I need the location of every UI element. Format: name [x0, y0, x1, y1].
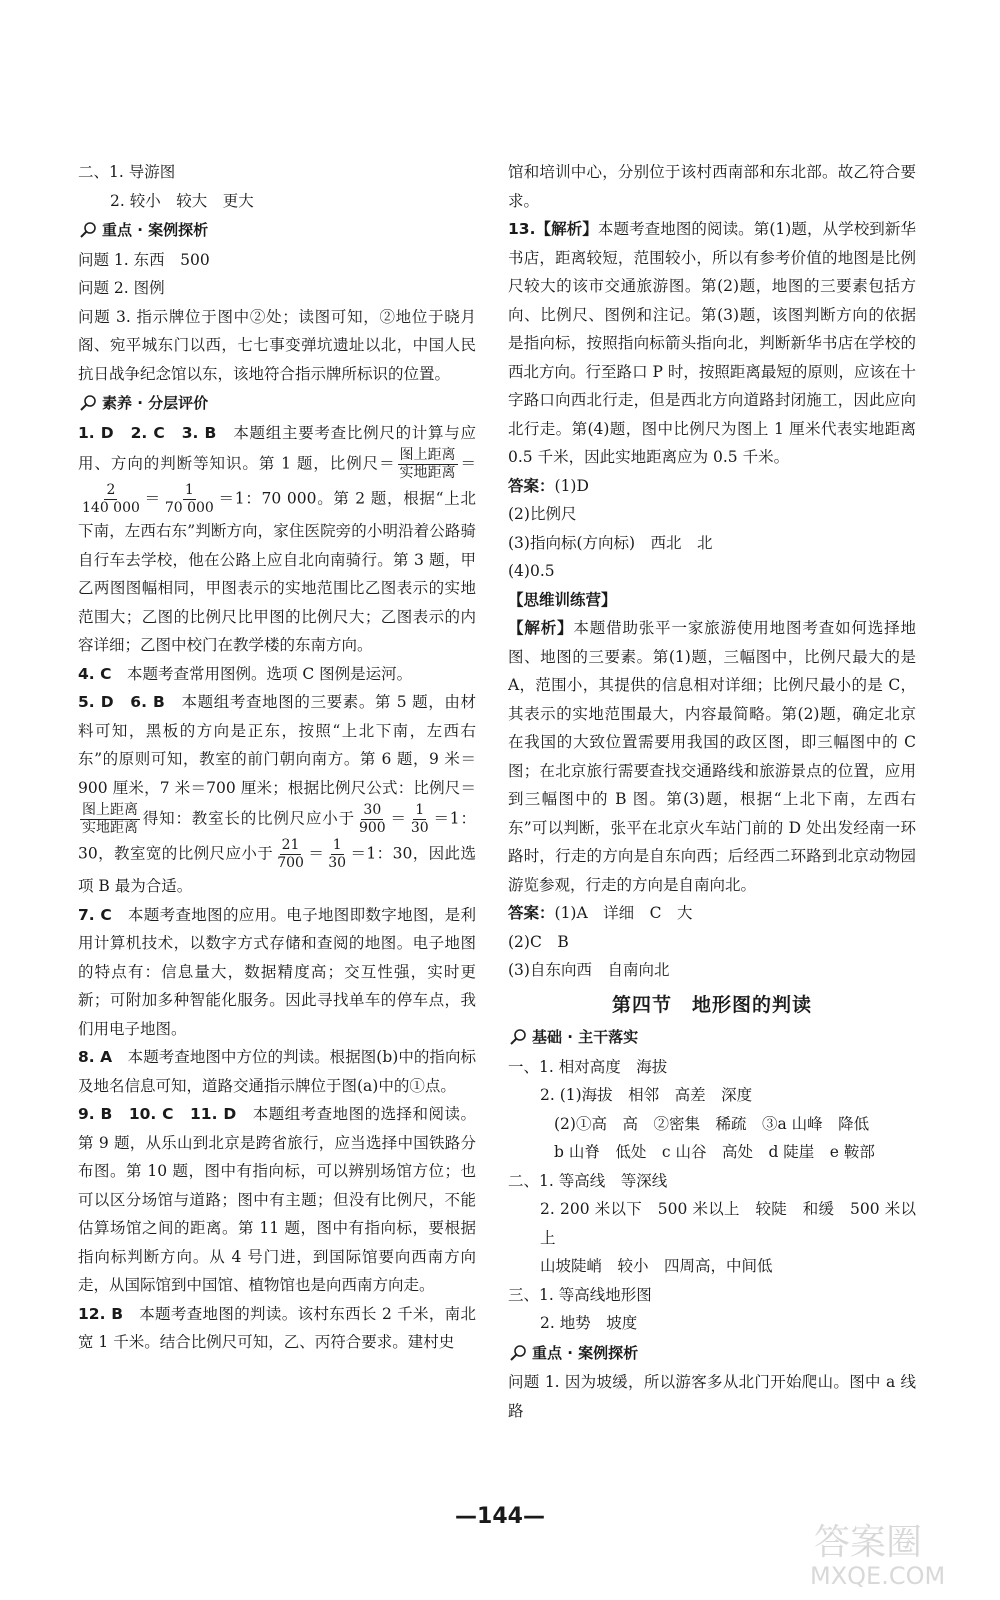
answer-line: 一、1. 相对高度 海拔: [508, 1057, 668, 1076]
answer-text: 本题考查常用图例。选项 C 图例是运河。: [111, 664, 413, 683]
fraction-numerator: 图上距离: [82, 802, 138, 818]
section-heading: [508, 1023, 916, 1052]
fraction-denominator: 140 000: [82, 500, 140, 516]
page-number: —144—: [455, 1504, 545, 1529]
section-title: 素养 · 分层评价: [102, 394, 209, 412]
svg-text:MXQE.COM: MXQE.COM: [810, 1562, 946, 1590]
section-heading: [78, 389, 476, 418]
answer-label: 答案：: [508, 904, 555, 922]
answer-label: 【解析】: [508, 619, 574, 637]
fraction-denominator: 30: [410, 820, 429, 836]
answer-line: 2. 较小 较大 更大: [110, 191, 254, 210]
answer-text: 本题组考查地图的三要素。第 5 题，由材料可知，黑板的方向是正东，按照“上北下南，左西右东”的原则可知，教室的前门朝向南方。第 6 题，9 米＝900 厘米，7 米＝700 厘米；根据比例尺公式：比例尺＝: [78, 693, 476, 797]
answer-line: (2)①高 高 ②密集 稀疏 ③a 山峰 降低: [554, 1114, 870, 1133]
answer-label: 4. C: [78, 664, 112, 683]
answer-text: ＝1：30，因此选项 B 最为合适。: [78, 844, 476, 895]
answer-line: 二、1. 等高线 等深线: [508, 1171, 668, 1190]
fraction-numerator: 2: [106, 482, 116, 498]
answer-line: [508, 899, 916, 928]
answer-text: ＝1：30，教室宽的比例尺应小于: [78, 809, 476, 863]
magnifier-icon: [78, 394, 100, 412]
answer-text: 本题考查地图的判读。该村东西长 2 千米，南北宽 1 千米。结合比例尺可知，乙、丙符合要求。建村史: [78, 1304, 477, 1351]
answer-text: 本题借助张平一家旅游使用地图考查如何选择地图、地图的三要素。第(1)题，三幅图中，比例尺最大的是 A，范围小，其提供的信息相对详细；比例尺最小的是 C，其表示的实地范围最大，内容最简略。第(2)题，确定北京在我国的大致位置需要用我国的政区图，即三幅图中的 C 图；在北京旅行需要查找交通路线和旅游景点的位置，应用到三幅图中的 B 图。第(3)题，根据“上北下南，左西右东”可以判断，张平在北京火车站门前的 D 处出发经南一环路时，行走的方向是自东向西；后经西二环路到北京动物园游览参观，行走的方向是自南向北。: [508, 619, 916, 894]
fraction-denominator: 700: [277, 855, 304, 871]
answer-paragraph: [78, 1300, 476, 1357]
answer-paragraph: [78, 660, 476, 689]
chapter-title: 第四节 地形图的判读: [611, 993, 812, 1016]
section-title: 重点 · 案例探析: [102, 221, 209, 239]
answer-line: 2. 200 米以下 500 米以上 较陡 和缓 500 米以上: [540, 1200, 916, 1247]
fraction: [80, 482, 142, 517]
svg-text:答案圈: 答案圈: [814, 1522, 923, 1563]
fraction-numerator: 图上距离: [399, 447, 456, 463]
answer-line: 2. 地势 坡度: [540, 1314, 638, 1332]
fraction: [398, 447, 458, 482]
answer-label: 1. D 2. C 3. B: [78, 423, 217, 442]
fraction-numerator: 1: [332, 837, 342, 853]
answer-text: 本题考查地图的应用。电子地图即数字地图，是利用计算机技术，以数字方式存储和查阅的地图。电子地图的特点有：信息量大，数据精度高；交互性强，实时更新；可附加多种智能化服务。因此寻找单车的停车点，我们用电子地图。: [78, 905, 476, 1038]
section-title: 基础 · 主干落实: [532, 1028, 639, 1046]
answer-line: (2)比例尺: [508, 505, 577, 523]
answer-text: 本题考查地图的阅读。第(1)题，从学校到新华书店，距离较短，范围较小，所以有参考价值的地图是比例尺较大的该市交通旅游图。第(2)题，地图的三要素包括方向、比例尺、图例和注记。第(3)题，该图判断方向的依据是指向标，按照指向标箭头指向北，判断新华书店在学校的西北方向。行至路口 P 时，按照距离最短的原则，应该在十字路口向西北行走，但是西北方向道路封闭施工，因此应向北行走。第(4)题，图中比例尺为图上 1 厘米代表实地距离 0.5 千米，因此实地距离应为 0.5 千米。: [508, 220, 916, 466]
answer-line: 问题 2. 图例: [78, 279, 165, 297]
answer-label: 7. C: [78, 905, 112, 924]
fraction-numerator: 1: [184, 482, 194, 498]
magnifier-icon: [508, 1028, 530, 1046]
fraction: [326, 837, 348, 872]
answer-label: 答案：: [508, 476, 555, 495]
answer-label: 9. B 10. C 11. D: [78, 1105, 237, 1123]
fraction-numerator: 1: [415, 802, 425, 818]
fraction: [163, 482, 216, 517]
section-heading: [508, 1339, 916, 1368]
magnifier-icon: [508, 1344, 530, 1362]
subsection-heading: [508, 586, 916, 615]
answer-line: 二、1. 导游图: [78, 163, 176, 181]
answer-line: (3)指向标(方向标) 西北 北: [508, 533, 713, 552]
answer-paragraph: [508, 614, 916, 899]
answer-label: 13.【解析】: [508, 220, 598, 238]
answer-text: (1)A 详细 C 大: [554, 904, 693, 922]
answer-paragraph: [78, 1043, 476, 1100]
left-column: [78, 158, 476, 1357]
section-title: 重点 · 案例探析: [532, 1343, 639, 1362]
answer-label: 5. D 6. B: [78, 693, 165, 711]
answer-paragraph: [78, 1100, 476, 1300]
answer-paragraph: 1. D 2. C 3. B 本题组主要考查比例尺的计算与应用、方向的判断等知识。第 1 题，比例尺＝ $\frac{\text{图上距离}}{\text{实地距离}}$ ＝ $\frac{2}{140 000}$ ＝ $\frac{1}{70 000}$ ＝1：70 000。第 2 题，根据“上北下南，左西右东”判断方向，家住医院旁的小明沿着公路骑自行车去学校，他在公路上应自北向南骑行。第 3 题，甲乙两图图幅相同，甲图表示的实地范围比乙图表示的实地范围大；乙图的比例尺比甲图的比例尺大；乙图表示的内容详细；乙图中校门在教学楼的东南方向。: [78, 423, 476, 654]
magnifier-icon: [78, 221, 100, 239]
fraction: [275, 837, 306, 872]
fraction: [80, 802, 140, 837]
answer-paragraph: [508, 215, 916, 472]
fraction: [409, 802, 431, 837]
answer-line: (4)0.5: [508, 562, 555, 580]
answer-line: b 山脊 低处 c 山谷 高处 d 陡崖 e 鞍部: [554, 1143, 875, 1161]
answer-label: 12. B: [78, 1304, 124, 1323]
answer-paragraph: [78, 901, 476, 1044]
fraction-denominator: 实地距离: [399, 465, 456, 481]
answer-line: (3)自东向西 自南向北: [508, 961, 670, 979]
section-heading: [78, 216, 476, 245]
fraction-denominator: 实地距离: [82, 820, 138, 836]
fraction-denominator: 900: [358, 820, 386, 836]
answer-text: 本题组主要考查比例尺的计算与应用、方向的判断等知识。第 1 题，比例尺＝: [78, 423, 476, 473]
answer-line: 山坡陡峭 较小 四周高，中间低: [540, 1257, 773, 1275]
fraction-denominator: 30: [328, 855, 347, 871]
subsection-title: 【思维训练营】: [508, 590, 617, 609]
answer-line: 三、1. 等高线地形图: [508, 1285, 652, 1304]
watermark-logo: [806, 1512, 982, 1590]
answer-line: (2)C B: [508, 932, 569, 951]
answer-text: 本题组考查地图的选择和阅读。第 9 题，从乐山到北京是跨省旅行，应当选择中国铁路分布图。第 10 题，图中有指向标，可以辨别场馆方位；也可以区分场馆与道路；图中有主题；但没有比例尺，不能估算场馆之间的距离。第 11 题，图中有指向标，要根据指向标判断方向。从 4 号门进，到国际馆要向西南方向走，从国际馆到中国馆、植物馆也是向西南方向走。: [78, 1105, 476, 1294]
right-column: [508, 158, 916, 1425]
fraction-denominator: 70 000: [164, 500, 214, 516]
answer-paragraph: 5. D 6. B 本题组考查地图的三要素。第 5 题，由材料可知，黑板的方向是正东，按照“上北下南，左西右东”的原则可知，教室的前门朝向南方。第 6 题，9 米＝900 厘米，7 米＝700 厘米；根据比例尺公式：比例尺＝ $\frac{\text{图上距离}}{\text{实地距离}}$ 得知：教室长的比例尺应小于 $\frac{30}{900}$ ＝ $\frac{1}{30}$ ＝1：30，教室宽的比例尺应小于 $\frac{21}{700}$ ＝ $\frac{1}{30}$ ＝1：30，因此选项 B 最为合适。: [78, 693, 476, 895]
answer-text: ＝1：70 000。第 2 题，根据“上北下南，左西右东”判断方向，家住医院旁的小明沿着公路骑自行车去学校，他在公路上应自北向南骑行。第 3 题，甲乙两图图幅相同，甲图表示的实地范围比乙图表示的实地范围大；乙图的比例尺比甲图的比例尺大；乙图表示的内容详细；乙图中校门在教学楼的东南方向。: [78, 489, 476, 654]
answer-text: 得知：教室长的比例尺应小于: [142, 809, 355, 828]
answer-line: 2. (1)海拔 相邻 高差 深度: [540, 1086, 753, 1104]
fraction-numerator: 30: [363, 802, 382, 818]
fraction-numerator: 21: [281, 837, 300, 853]
answer-text: (1)D: [554, 476, 589, 495]
answer-paragraph: 馆和培训中心，分别位于该村西南部和东北部。故乙符合要求。: [508, 163, 916, 210]
answer-line: 问题 1. 因为坡缓，所以游客多从北门开始爬山。图中 a 线路: [508, 1373, 916, 1420]
answer-line: 问题 1. 东西 500: [78, 250, 210, 269]
fraction: [357, 802, 388, 837]
answer-text: 本题考查地图中方位的判读。根据图(b)中的指向标及地名信息可知，道路交通指示牌位于图(a)中的①点。: [78, 1048, 476, 1095]
answer-paragraph: 问题 3. 指示牌位于图中②处；读图可知，②地位于晓月阁、宛平城东门以西，七七事变弹坑遗址以北，中国人民抗日战争纪念馆以东，该地符合指示牌所标识的位置。: [78, 307, 476, 383]
answer-line: [508, 472, 916, 501]
answer-label: 8. A: [78, 1048, 113, 1066]
